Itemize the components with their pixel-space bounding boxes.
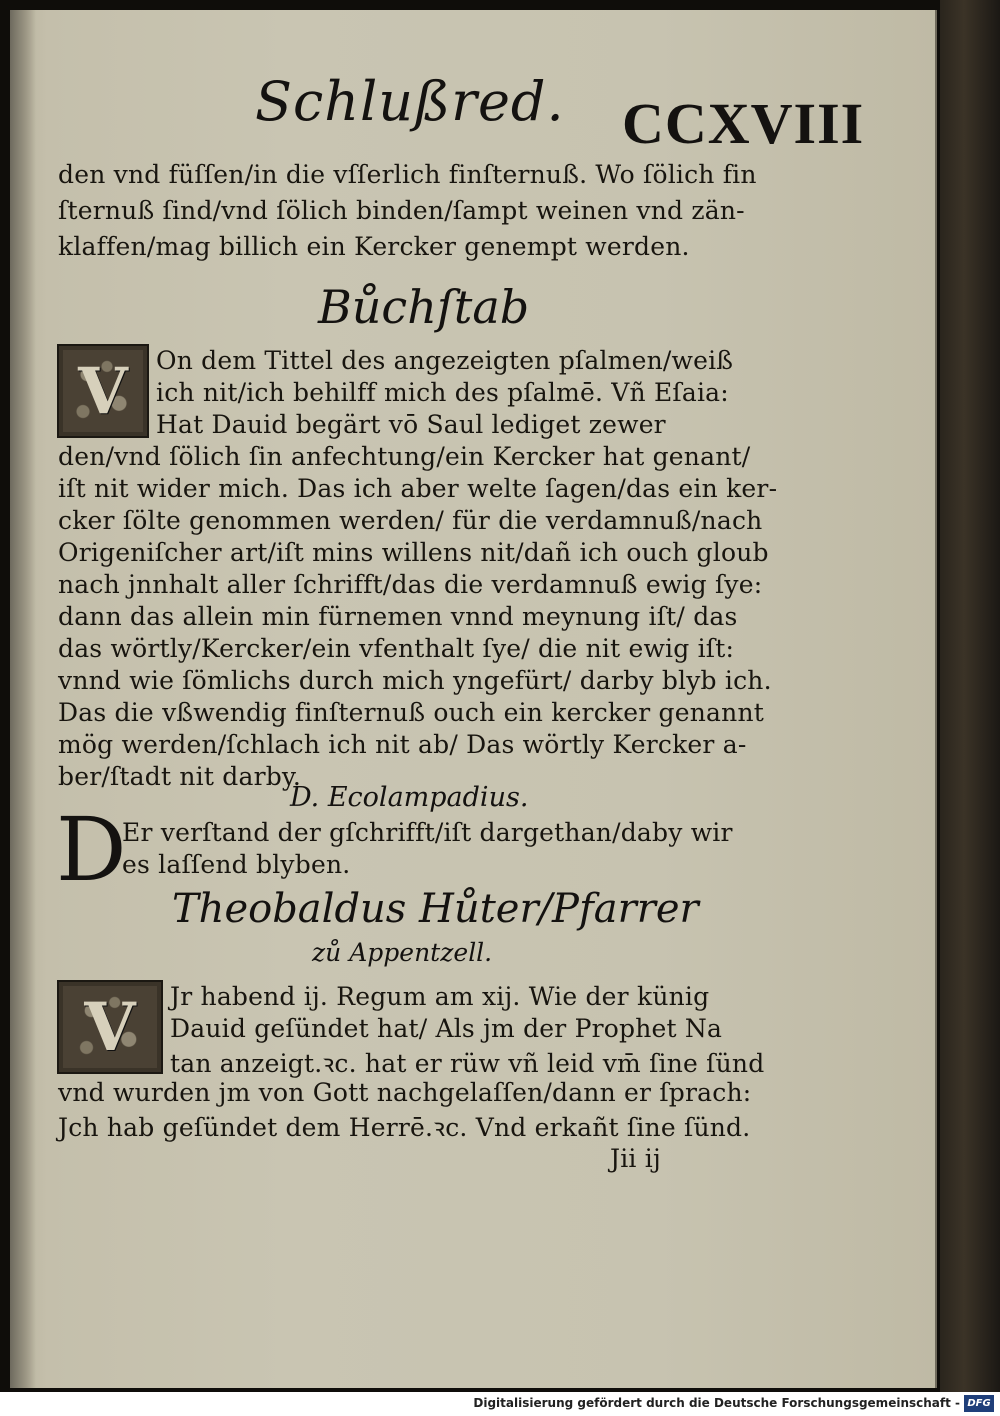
section-subheading: zů Appentzell. [312, 938, 493, 967]
section-heading: Theobaldus Hůter/Pfarrer [172, 886, 699, 932]
text-line: Dauid geſündet hat/ Als jm der Prophet Na [170, 1014, 723, 1043]
dfg-logo[interactable]: DFG [964, 1395, 994, 1412]
text-line: tan anzeigt.ꝛc. hat er rüw vñ leid vm̄ ſine ſünd [170, 1049, 765, 1078]
text-line: das wörtly/Kercker/ein vfenthalt ſye/ die nit ewig iſt: [58, 634, 735, 663]
text-line: ſternuß ſind/vnd ſölich binden/ſampt weinen vnd zän- [58, 196, 745, 225]
signature-mark: Jii ij [610, 1144, 661, 1173]
text-line: cker ſölte genommen werden/ für die verdamnuß/nach [58, 506, 763, 535]
author-heading: D. Ecolampadius. [290, 782, 529, 813]
text-line: On dem Tittel des angezeigten pſalmen/weiß [156, 346, 734, 375]
text-line: Er verſtand der gſchrifft/iſt dargethan/daby wir [122, 818, 733, 847]
text-line: Jch hab geſündet dem Herrē.ꝛc. Vnd erkañt ſine ſünd. [58, 1113, 751, 1142]
text-line: ich nit/ich behilff mich des pſalmē. Vñ Eſaia: [156, 378, 729, 407]
text-line: vnnd wie ſömlichs durch mich yngefürt/ darby blyb ich. [58, 666, 772, 695]
book-edge [940, 0, 1000, 1392]
initial-letter: V [78, 353, 128, 429]
text-line: Origeniſcher art/iſt mins willens nit/dañ ich ouch gloub [58, 538, 769, 567]
page-gutter [10, 10, 36, 1388]
decorated-initial [57, 344, 149, 438]
text-line: mög werden/ſchlach ich nit ab/ Das wörtly Kercker a- [58, 730, 747, 759]
text-line: dann das allein min fürnemen vnnd meynung iſt/ das [58, 602, 738, 631]
funding-notice: Digitalisierung gefördert durch die Deutsche Forschungsgemeinschaft - [473, 1396, 960, 1410]
decorated-initial [57, 980, 163, 1074]
initial-letter: D [56, 798, 127, 901]
text-line: klaffen/mag billich ein Kercker genempt werden. [58, 232, 690, 261]
folio-number: CCXVIII [622, 91, 865, 156]
section-heading: Bůchſtab [318, 280, 530, 334]
running-title: Schlußred. [255, 70, 565, 133]
text-line: Das die vßwendig finſternuß ouch ein kercker genannt [58, 698, 765, 727]
text-line: Hat Dauid begärt vō Saul lediget zewer [156, 410, 666, 439]
text-line: iſt nit wider mich. Das ich aber welte ſagen/das ein ker- [58, 474, 778, 503]
text-line: vnd wurden jm von Gott nachgelaſſen/dann er ſprach: [58, 1078, 752, 1107]
text-line: Jr habend ij. Regum am xij. Wie der künig [170, 982, 710, 1011]
text-line: den/vnd ſölich ſin anfechtung/ein Kercker hat genant/ [58, 442, 751, 471]
text-line: ber/ſtadt nit darby. [58, 762, 302, 791]
footer-bar [0, 1392, 1000, 1416]
initial-letter: V [84, 988, 136, 1066]
text-line: den vnd füſſen/in die vſſerlich finſternuß. Wo ſölich fin [58, 160, 757, 189]
text-line: nach jnnhalt aller ſchrifft/das die verdamnuß ewig ſye: [58, 570, 763, 599]
text-line: es laſſend blyben. [122, 850, 351, 879]
